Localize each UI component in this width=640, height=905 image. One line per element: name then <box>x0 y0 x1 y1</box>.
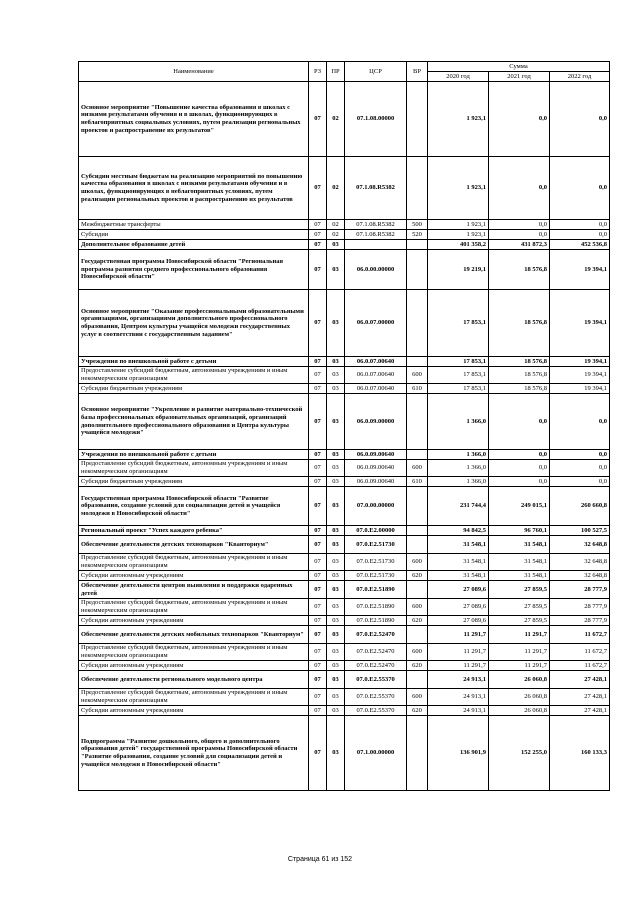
cell-2020: 31 548,1 <box>428 571 489 581</box>
table-row <box>79 616 610 626</box>
cell-vr: 600 <box>407 599 428 616</box>
cell-2022: 28 777,9 <box>550 581 610 599</box>
cell-name: Субсидии автономным учреждениям <box>79 571 309 581</box>
cell-rz: 07 <box>309 477 327 487</box>
page-number: Страница 61 из 152 <box>287 856 353 863</box>
cell-2020: 11 291,7 <box>428 661 489 671</box>
cell-name: Обеспечение деятельности детских мобильных технопарков "Кванториум" <box>79 626 309 644</box>
cell-rz: 07 <box>309 661 327 671</box>
cell-csr: 07.0.E2.51730 <box>345 536 407 554</box>
cell-2022: 32 648,8 <box>550 554 610 571</box>
table-row <box>79 357 610 367</box>
cell-rz: 07 <box>309 571 327 581</box>
cell-vr <box>407 290 428 357</box>
cell-vr: 620 <box>407 571 428 581</box>
cell-2020: 24 913,1 <box>428 671 489 689</box>
cell-2022: 28 777,9 <box>550 599 610 616</box>
cell-name: Основное мероприятие "Оказание профессиональными образовательными организациями, организациями дополнительного профессионального образования, Центром культуры учащейся молодежи государственных услуг в соответствии с государственным заданием" <box>79 290 309 357</box>
cell-rz: 07 <box>309 290 327 357</box>
cell-vr: 610 <box>407 477 428 487</box>
cell-2020: 27 089,6 <box>428 616 489 626</box>
cell-rz: 07 <box>309 240 327 250</box>
cell-vr <box>407 526 428 536</box>
cell-2021: 0,0 <box>489 394 550 450</box>
cell-2021: 18 576,8 <box>489 290 550 357</box>
cell-name: Субсидии автономным учреждениям <box>79 616 309 626</box>
cell-vr: 600 <box>407 554 428 571</box>
cell-2022: 0,0 <box>550 477 610 487</box>
cell-csr: 07.0.E2.52470 <box>345 661 407 671</box>
cell-vr: 520 <box>407 230 428 240</box>
cell-2020: 31 548,1 <box>428 554 489 571</box>
header-name: Наименование <box>79 62 309 82</box>
table-row <box>79 367 610 384</box>
cell-vr <box>407 581 428 599</box>
cell-csr: 07.0.E2.51890 <box>345 581 407 599</box>
table-row <box>79 661 610 671</box>
cell-pr: 03 <box>327 626 345 644</box>
cell-pr: 03 <box>327 599 345 616</box>
cell-vr <box>407 394 428 450</box>
cell-csr: 06.0.07.00640 <box>345 384 407 394</box>
cell-name: Предоставление субсидий бюджетным, автономным учреждениям и иным некоммерческим организациям <box>79 644 309 661</box>
cell-2021: 11 291,7 <box>489 626 550 644</box>
cell-2020: 1 366,0 <box>428 460 489 477</box>
cell-2021: 31 548,1 <box>489 536 550 554</box>
cell-name: Региональный проект "Успех каждого ребенка" <box>79 526 309 536</box>
cell-csr: 07.0.00.00000 <box>345 487 407 526</box>
budget-table-page <box>78 61 609 791</box>
cell-2020: 17 853,1 <box>428 357 489 367</box>
cell-rz: 07 <box>309 599 327 616</box>
cell-pr: 03 <box>327 460 345 477</box>
cell-2021: 26 060,8 <box>489 706 550 716</box>
table-row <box>79 487 610 526</box>
table-row <box>79 689 610 706</box>
cell-pr: 02 <box>327 220 345 230</box>
cell-2022: 0,0 <box>550 157 610 220</box>
cell-vr: 600 <box>407 689 428 706</box>
cell-name: Обеспечение деятельности центров выявления и поддержки одаренных детей <box>79 581 309 599</box>
cell-csr: 06.0.09.00640 <box>345 460 407 477</box>
cell-vr: 610 <box>407 384 428 394</box>
cell-vr <box>407 82 428 157</box>
cell-rz: 07 <box>309 526 327 536</box>
cell-2020: 136 901,9 <box>428 716 489 791</box>
cell-name: Предоставление субсидий бюджетным, автономным учреждениям и иным некоммерческим организациям <box>79 367 309 384</box>
cell-pr: 03 <box>327 671 345 689</box>
cell-2020: 1 923,1 <box>428 157 489 220</box>
header-rz: РЗ <box>309 62 327 82</box>
cell-csr: 07.0.E2.55370 <box>345 706 407 716</box>
cell-rz: 07 <box>309 384 327 394</box>
cell-2020: 17 853,1 <box>428 367 489 384</box>
cell-2020: 17 853,1 <box>428 384 489 394</box>
table-body <box>79 82 610 791</box>
cell-2022: 0,0 <box>550 460 610 477</box>
cell-2022: 19 394,1 <box>550 250 610 290</box>
table-row <box>79 581 610 599</box>
cell-rz: 07 <box>309 394 327 450</box>
cell-2020: 19 219,1 <box>428 250 489 290</box>
cell-2021: 249 015,1 <box>489 487 550 526</box>
cell-2022: 19 394,1 <box>550 367 610 384</box>
cell-2021: 0,0 <box>489 230 550 240</box>
cell-vr <box>407 536 428 554</box>
cell-vr <box>407 240 428 250</box>
cell-vr <box>407 626 428 644</box>
table-row <box>79 706 610 716</box>
cell-rz: 07 <box>309 581 327 599</box>
cell-2022: 19 394,1 <box>550 357 610 367</box>
cell-2022: 452 536,8 <box>550 240 610 250</box>
cell-2020: 1 366,0 <box>428 394 489 450</box>
cell-2021: 27 859,5 <box>489 581 550 599</box>
cell-2022: 11 672,7 <box>550 644 610 661</box>
cell-pr: 03 <box>327 616 345 626</box>
table-row <box>79 460 610 477</box>
cell-csr: 06.0.09.00640 <box>345 477 407 487</box>
cell-csr: 07.0.E2.52470 <box>345 644 407 661</box>
cell-pr: 03 <box>327 477 345 487</box>
cell-2022: 19 394,1 <box>550 384 610 394</box>
cell-csr: 07.0.E2.00000 <box>345 526 407 536</box>
table-row <box>79 571 610 581</box>
cell-2021: 18 576,8 <box>489 384 550 394</box>
header-sum: Сумма <box>428 62 610 72</box>
cell-2020: 1 366,0 <box>428 477 489 487</box>
cell-pr: 03 <box>327 554 345 571</box>
cell-2022: 160 133,3 <box>550 716 610 791</box>
cell-csr: 07.0.E2.52470 <box>345 626 407 644</box>
cell-csr: 07.0.E2.51890 <box>345 599 407 616</box>
cell-2021: 18 576,8 <box>489 367 550 384</box>
cell-vr <box>407 250 428 290</box>
cell-vr <box>407 157 428 220</box>
cell-2020: 24 913,1 <box>428 706 489 716</box>
cell-csr: 07.1.00.00000 <box>345 716 407 791</box>
cell-vr: 600 <box>407 644 428 661</box>
cell-2021: 152 255,0 <box>489 716 550 791</box>
cell-csr: 06.0.07.00640 <box>345 367 407 384</box>
table-row <box>79 477 610 487</box>
cell-name: Субсидии бюджетным учреждениям <box>79 477 309 487</box>
cell-pr: 03 <box>327 450 345 460</box>
cell-pr: 03 <box>327 487 345 526</box>
cell-2021: 27 859,5 <box>489 616 550 626</box>
cell-csr: 07.0.E2.51730 <box>345 571 407 581</box>
cell-2020: 27 089,6 <box>428 581 489 599</box>
cell-name: Субсидии автономным учреждениям <box>79 706 309 716</box>
header-vr: ВР <box>407 62 428 82</box>
cell-name: Обеспечение деятельности детских технопарков "Кванториум" <box>79 536 309 554</box>
table-row <box>79 230 610 240</box>
table-header-row <box>79 62 610 72</box>
cell-pr: 03 <box>327 689 345 706</box>
cell-2022: 19 394,1 <box>550 290 610 357</box>
cell-name: Предоставление субсидий бюджетным, автономным учреждениям и иным некоммерческим организациям <box>79 689 309 706</box>
table-row <box>79 671 610 689</box>
cell-2022: 100 527,5 <box>550 526 610 536</box>
cell-rz: 07 <box>309 644 327 661</box>
cell-csr: 07.1.08.00000 <box>345 82 407 157</box>
cell-2021: 11 291,7 <box>489 661 550 671</box>
cell-2021: 27 859,5 <box>489 599 550 616</box>
cell-pr: 03 <box>327 357 345 367</box>
table-row <box>79 554 610 571</box>
cell-2021: 11 291,7 <box>489 644 550 661</box>
cell-pr: 02 <box>327 82 345 157</box>
cell-rz: 07 <box>309 616 327 626</box>
header-year-2020: 2020 год <box>428 72 489 82</box>
cell-name: Межбюджетные трансферты <box>79 220 309 230</box>
cell-2022: 32 648,8 <box>550 571 610 581</box>
cell-name: Субсидии бюджетным учреждениям <box>79 384 309 394</box>
cell-rz: 07 <box>309 626 327 644</box>
cell-rz: 07 <box>309 82 327 157</box>
cell-2020: 1 923,1 <box>428 220 489 230</box>
cell-vr: 600 <box>407 367 428 384</box>
cell-2022: 27 428,1 <box>550 689 610 706</box>
cell-pr: 03 <box>327 716 345 791</box>
cell-pr: 02 <box>327 157 345 220</box>
cell-2022: 27 428,1 <box>550 706 610 716</box>
cell-2020: 11 291,7 <box>428 644 489 661</box>
cell-2021: 26 060,8 <box>489 689 550 706</box>
cell-2021: 0,0 <box>489 477 550 487</box>
cell-name: Подпрограмма "Развитие дошкольного, общего и дополнительного образования детей" государственной программы Новосибирской области "Развитие образования, создание условий для социализации детей и учащейся молодежи в Новосибирской области" <box>79 716 309 791</box>
cell-csr: 06.0.00.00000 <box>345 250 407 290</box>
cell-pr: 02 <box>327 230 345 240</box>
header-pr: ПР <box>327 62 345 82</box>
cell-csr: 07.0.E2.51890 <box>345 616 407 626</box>
cell-vr <box>407 716 428 791</box>
table-row <box>79 250 610 290</box>
cell-vr: 620 <box>407 706 428 716</box>
table-row <box>79 450 610 460</box>
cell-name: Обеспечение деятельности регионального модельного центра <box>79 671 309 689</box>
cell-csr: 07.1.08.R5382 <box>345 230 407 240</box>
cell-2021: 0,0 <box>489 220 550 230</box>
cell-2022: 0,0 <box>550 230 610 240</box>
header-year-2021: 2021 год <box>489 72 550 82</box>
cell-2020: 94 842,5 <box>428 526 489 536</box>
cell-pr: 03 <box>327 536 345 554</box>
cell-2022: 0,0 <box>550 450 610 460</box>
cell-2022: 27 428,1 <box>550 671 610 689</box>
cell-vr <box>407 357 428 367</box>
cell-2021: 18 576,8 <box>489 250 550 290</box>
table-row <box>79 716 610 791</box>
cell-2021: 431 872,3 <box>489 240 550 250</box>
cell-rz: 07 <box>309 554 327 571</box>
cell-2021: 0,0 <box>489 82 550 157</box>
cell-csr: 07.0.E2.55370 <box>345 671 407 689</box>
cell-rz: 07 <box>309 487 327 526</box>
cell-name: Государственная программа Новосибирской области "Региональная программа развития среднего профессионального образования Новосибирской области" <box>79 250 309 290</box>
table-row <box>79 384 610 394</box>
table-row <box>79 599 610 616</box>
cell-2020: 27 089,6 <box>428 599 489 616</box>
cell-name: Основное мероприятие "Повышение качества образования в школах с низкими результатами обучения и в школах, функционирующих в неблагоприятных социальных условиях, путем реализации региональных проектов и распространение их результатов" <box>79 82 309 157</box>
cell-2022: 11 672,7 <box>550 626 610 644</box>
cell-name: Субсидии автономным учреждениям <box>79 661 309 671</box>
cell-2022: 32 648,8 <box>550 536 610 554</box>
cell-2022: 0,0 <box>550 82 610 157</box>
cell-2021: 31 548,1 <box>489 571 550 581</box>
cell-2020: 11 291,7 <box>428 626 489 644</box>
cell-rz: 07 <box>309 230 327 240</box>
cell-vr: 500 <box>407 220 428 230</box>
cell-2021: 0,0 <box>489 450 550 460</box>
table-row <box>79 82 610 157</box>
cell-pr: 03 <box>327 250 345 290</box>
table-row <box>79 290 610 357</box>
cell-rz: 07 <box>309 357 327 367</box>
cell-2020: 1 923,1 <box>428 82 489 157</box>
cell-2021: 0,0 <box>489 157 550 220</box>
cell-rz: 07 <box>309 460 327 477</box>
cell-rz: 07 <box>309 450 327 460</box>
cell-csr: 07.1.08.R5382 <box>345 157 407 220</box>
cell-name: Дополнительное образование детей <box>79 240 309 250</box>
cell-csr: 06.0.09.00000 <box>345 394 407 450</box>
cell-rz: 07 <box>309 671 327 689</box>
budget-table <box>78 61 610 791</box>
cell-name: Учреждения по внешкольной работе с детьми <box>79 450 309 460</box>
cell-2021: 31 548,1 <box>489 554 550 571</box>
cell-2021: 26 060,8 <box>489 671 550 689</box>
cell-2020: 17 853,1 <box>428 290 489 357</box>
cell-pr: 03 <box>327 367 345 384</box>
cell-name: Предоставление субсидий бюджетным, автономным учреждениям и иным некоммерческим организациям <box>79 554 309 571</box>
cell-csr: 06.0.09.00640 <box>345 450 407 460</box>
cell-vr <box>407 450 428 460</box>
table-row <box>79 626 610 644</box>
table-row <box>79 644 610 661</box>
cell-2020: 31 548,1 <box>428 536 489 554</box>
cell-2020: 1 923,1 <box>428 230 489 240</box>
cell-2021: 18 576,8 <box>489 357 550 367</box>
cell-2021: 96 760,1 <box>489 526 550 536</box>
cell-2020: 231 744,4 <box>428 487 489 526</box>
table-row <box>79 526 610 536</box>
cell-pr: 03 <box>327 644 345 661</box>
cell-pr: 03 <box>327 240 345 250</box>
cell-pr: 03 <box>327 571 345 581</box>
cell-vr <box>407 487 428 526</box>
cell-vr <box>407 671 428 689</box>
header-csr: ЦСР <box>345 62 407 82</box>
cell-2020: 1 366,0 <box>428 450 489 460</box>
cell-csr: 06.0.07.00640 <box>345 357 407 367</box>
cell-2022: 11 672,7 <box>550 661 610 671</box>
cell-name: Предоставление субсидий бюджетным, автономным учреждениям и иным некоммерческим организациям <box>79 599 309 616</box>
cell-rz: 07 <box>309 220 327 230</box>
cell-2022: 28 777,9 <box>550 616 610 626</box>
cell-name: Государственная программа Новосибирской области "Развитие образования, создание условий для социализации детей и учащейся молодежи в Новосибирской области" <box>79 487 309 526</box>
cell-pr: 03 <box>327 661 345 671</box>
table-row <box>79 536 610 554</box>
cell-rz: 07 <box>309 250 327 290</box>
cell-2020: 401 358,2 <box>428 240 489 250</box>
cell-name: Субсидии местным бюджетам на реализацию мероприятий по повышению качества образования в школах с низкими результатами обучения и в школах, функционирующих в неблагоприятных условиях, путем реализации региональных проектов и распространению их результатов <box>79 157 309 220</box>
cell-name: Предоставление субсидий бюджетным, автономным учреждениям и иным некоммерческим организациям <box>79 460 309 477</box>
cell-2022: 0,0 <box>550 220 610 230</box>
cell-2021: 0,0 <box>489 460 550 477</box>
header-year-2022: 2022 год <box>550 72 610 82</box>
cell-2022: 260 660,8 <box>550 487 610 526</box>
cell-rz: 07 <box>309 689 327 706</box>
cell-pr: 03 <box>327 581 345 599</box>
cell-pr: 03 <box>327 526 345 536</box>
cell-csr <box>345 240 407 250</box>
cell-rz: 07 <box>309 157 327 220</box>
cell-pr: 03 <box>327 394 345 450</box>
cell-pr: 03 <box>327 384 345 394</box>
cell-2022: 0,0 <box>550 394 610 450</box>
cell-csr: 06.0.07.00000 <box>345 290 407 357</box>
cell-csr: 07.0.E2.51730 <box>345 554 407 571</box>
cell-name: Основное мероприятие "Укрепление и развитие материально-технической базы профессиональных образовательных организаций, организаций дополнительного профессионального образования и Центра культуры учащейся молодежи" <box>79 394 309 450</box>
table-row <box>79 394 610 450</box>
cell-vr: 600 <box>407 460 428 477</box>
cell-name: Субсидии <box>79 230 309 240</box>
cell-rz: 07 <box>309 536 327 554</box>
cell-vr: 620 <box>407 616 428 626</box>
cell-pr: 03 <box>327 706 345 716</box>
cell-2020: 24 913,1 <box>428 689 489 706</box>
table-row <box>79 240 610 250</box>
cell-rz: 07 <box>309 367 327 384</box>
cell-pr: 03 <box>327 290 345 357</box>
cell-csr: 07.0.E2.55370 <box>345 689 407 706</box>
cell-csr: 07.1.08.R5382 <box>345 220 407 230</box>
table-row <box>79 220 610 230</box>
cell-vr: 620 <box>407 661 428 671</box>
cell-rz: 07 <box>309 716 327 791</box>
table-row <box>79 157 610 220</box>
cell-name: Учреждения по внешкольной работе с детьми <box>79 357 309 367</box>
cell-rz: 07 <box>309 706 327 716</box>
